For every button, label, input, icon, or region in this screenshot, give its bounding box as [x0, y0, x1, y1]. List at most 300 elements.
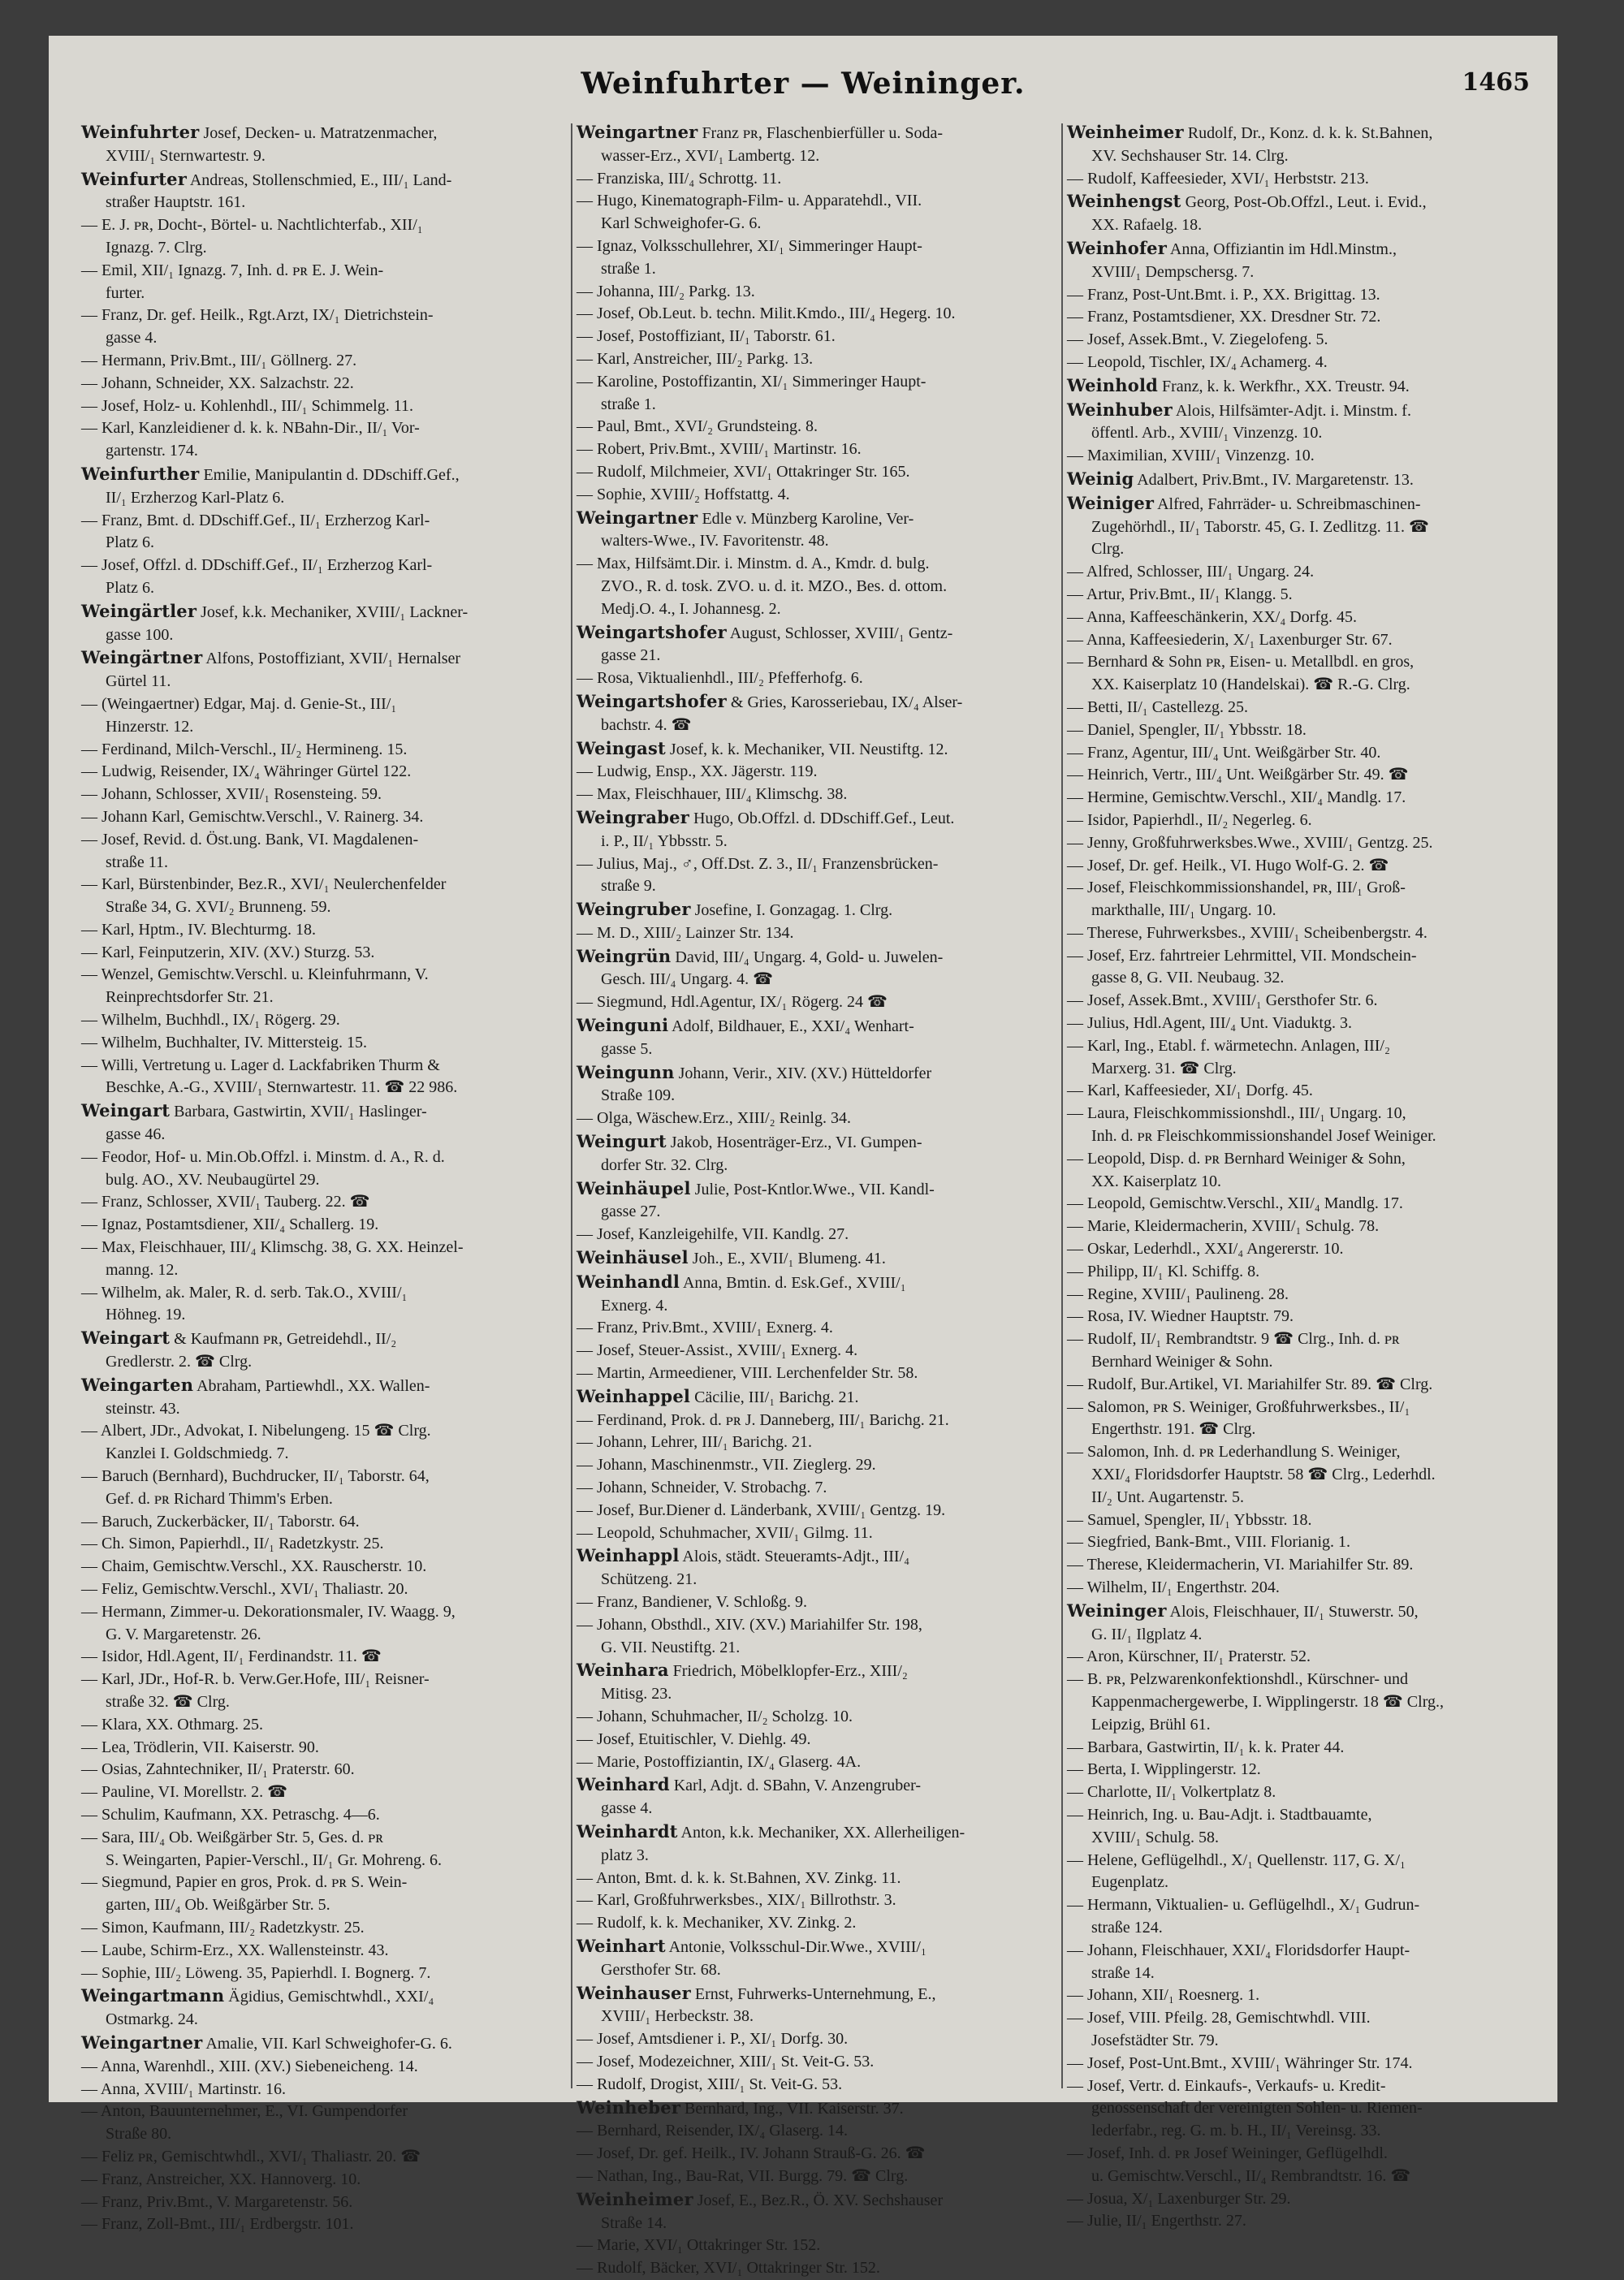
directory-line	[81, 1191, 565, 1214]
directory-line	[577, 2235, 1060, 2257]
entry-text: — Josef, Inh. d. ᴘʀ Josef Weininger, Geflügelhdl.	[1067, 2144, 1388, 2162]
entry-text: Hinzerstr. 12.	[106, 717, 194, 736]
directory-line	[81, 1646, 565, 1669]
entry-text: — Karl, Ing., Etabl. f. wärmetechn. Anlagen, III/₂	[1067, 1036, 1390, 1055]
entry-text: gartenstr. 174.	[106, 442, 198, 460]
entry-surname: Weinig	[1067, 468, 1134, 489]
column-divider	[571, 123, 572, 2088]
entry-text: — Sophie, XVIII/₂ Hoffstattg. 4.	[577, 485, 790, 503]
directory-line	[1067, 190, 1551, 214]
directory-line	[1067, 1374, 1551, 1397]
directory-line	[1067, 1080, 1551, 1103]
entry-text: straße 14.	[1091, 1963, 1155, 1982]
directory-line	[577, 1477, 1060, 1500]
directory-line	[577, 922, 1060, 945]
directory-line	[577, 1820, 1060, 1845]
entry-text: gasse 4.	[106, 329, 158, 348]
entry-text: Hugo, Ob.Offzl. d. DDschiff.Gef., Leut.	[689, 809, 955, 827]
directory-line	[1067, 1917, 1551, 1940]
directory-line	[1067, 1284, 1551, 1306]
directory-line	[1067, 1714, 1551, 1737]
entry-text: — Max, Fleischhauer, III/₄ Klimschg. 38, G. XX. Heinzel-	[81, 1238, 464, 1257]
directory-line	[1067, 374, 1551, 399]
directory-line	[81, 1351, 565, 1374]
entry-text: Johann, Verir., XIV. (XV.) Hütteldorfer	[674, 1064, 932, 1082]
entry-text: — Marie, Postoffiziantin, IX/₄ Glaserg. 4A.	[577, 1752, 862, 1771]
entry-text: Kappenmachergewerbe, I. Wipplingerstr. 18 ☎ Clrg.,	[1091, 1692, 1445, 1711]
entry-text: Josef, k.k. Mechaniker, XVIII/₁ Lackner-	[197, 602, 469, 621]
entry-text: Rudolf, Dr., Konz. d. k. k. St.Bahnen,	[1183, 124, 1433, 142]
directory-line	[577, 2188, 1060, 2213]
entry-surname: Weinhard	[577, 1774, 670, 1795]
directory-line	[81, 510, 565, 533]
entry-text: straße 124.	[1091, 1918, 1163, 1937]
entry-surname: Weinhuber	[1067, 399, 1173, 420]
directory-line	[577, 1155, 1060, 1177]
entry-text: — Josef, VIII. Pfeilg. 28, Gemischtwhdl. VIII.	[1067, 2009, 1371, 2027]
directory-line	[577, 1729, 1060, 1751]
directory-line	[577, 1614, 1060, 1637]
entry-text: XX. Kaiserplatz 10.	[1091, 1172, 1221, 1190]
directory-line	[577, 1798, 1060, 1820]
directory-line	[577, 326, 1060, 348]
directory-line	[1067, 2143, 1551, 2166]
entry-text: — Josef, Assek.Bmt., V. Ziegelofeng. 5.	[1067, 330, 1328, 349]
directory-line	[1067, 584, 1551, 607]
directory-line	[1067, 1894, 1551, 1917]
directory-line	[1067, 1464, 1551, 1487]
directory-line	[1067, 121, 1551, 145]
entry-surname: Weinheimer	[1067, 122, 1184, 142]
directory-line	[577, 258, 1060, 281]
directory-line	[81, 1304, 565, 1327]
directory-line	[1067, 922, 1551, 945]
directory-line	[577, 945, 1060, 969]
entry-text: Karl, Adjt. d. SBahn, V. Anzengruber-	[669, 1777, 922, 1795]
directory-line	[1067, 1193, 1551, 1216]
entry-text: — Franz, Schlosser, XVII/₁ Tauberg. 22. ☎	[81, 1193, 370, 1211]
entry-text: — Johanna, III/₂ Parkg. 13.	[577, 282, 755, 300]
entry-surname: Weingartner	[577, 507, 698, 528]
entry-text: Platz 6.	[106, 578, 154, 597]
entry-text: — Philipp, II/₁ Kl. Schiffg. 8.	[1067, 1262, 1260, 1280]
entry-text: gasse 100.	[106, 625, 174, 644]
entry-text: Andreas, Stollenschmied, E., III/₁ Land-	[186, 171, 452, 189]
directory-line	[1067, 1554, 1551, 1577]
directory-line	[81, 1032, 565, 1055]
entry-text: Engerthstr. 191. ☎ Clrg.	[1091, 1420, 1256, 1439]
entry-text: Alois, Fleischhauer, II/₁ Stuwerstr. 50,	[1166, 1602, 1419, 1621]
entry-surname: Weinhara	[577, 1660, 669, 1681]
directory-line	[577, 576, 1060, 598]
entry-text: — Ignaz, Postamtsdiener, XII/₄ Schallerg. 19.	[81, 1216, 379, 1234]
entry-text: Beschke, A.-G., XVIII/₁ Sternwartestr. 11. ☎ 22 986.	[106, 1078, 458, 1097]
entry-text: platz 3.	[601, 1846, 649, 1864]
entry-text: — Johann, Obsthdl., XIV. (XV.) Mariahilfer Str. 198,	[577, 1615, 922, 1634]
directory-line	[81, 1099, 565, 1124]
entry-text: — Therese, Kleidermacherin, VI. Mariahilfer Str. 89.	[1067, 1556, 1414, 1574]
directory-line	[81, 417, 565, 440]
directory-line	[1067, 445, 1551, 468]
directory-line	[81, 350, 565, 373]
entry-text: — E. J. ᴘʀ, Docht-, Börtel- u. Nachtlichterfab., XII/₁	[81, 216, 423, 235]
entry-text: Straße 80.	[106, 2125, 172, 2144]
directory-line	[577, 1039, 1060, 1061]
directory-line	[1067, 2097, 1551, 2120]
directory-line	[1067, 1487, 1551, 1509]
directory-line	[81, 237, 565, 260]
entry-text: — Johann, Fleischhauer, XXI/₄ Floridsdorfer Haupt-	[1067, 1941, 1410, 1959]
entry-text: David, III/₄ Ungarg. 4, Gold- u. Juwelen-	[671, 948, 944, 966]
entry-surname: Weinheber	[577, 2096, 681, 2118]
entry-text: August, Schlosser, XVIII/₁ Gentz-	[726, 624, 953, 642]
column-3	[1067, 121, 1551, 2230]
directory-line	[81, 2123, 565, 2146]
entry-text: Ägidius, Gemischtwhdl., XXI/₄	[224, 1988, 434, 2006]
directory-line	[1067, 1781, 1551, 1804]
directory-line	[81, 1759, 565, 1781]
entry-text: — Bernhard, Reisender, IX/₄ Glaserg. 14.	[577, 2122, 849, 2140]
entry-text: Karl Schweighofer-G. 6.	[601, 214, 762, 233]
directory-line	[577, 484, 1060, 507]
directory-line	[577, 969, 1060, 991]
entry-text: gasse 27.	[601, 1203, 661, 1221]
entry-text: — Karl, Kaffeesieder, XI/₁ Dorfg. 45.	[1067, 1082, 1313, 1100]
entry-text: Antonie, Volksschul-Dir.Wwe., XVIII/₁	[665, 1937, 926, 1956]
entry-text: Inh. d. ᴘʀ Fleischkommissionshandel Josef Weiniger.	[1091, 1127, 1436, 1146]
entry-text: garten, III/₄ Ob. Weißgärber Str. 5.	[106, 1896, 330, 1915]
directory-line	[81, 716, 565, 739]
directory-line	[1067, 1216, 1551, 1238]
entry-text: — Josef, Offzl. d. DDschiff.Gef., II/₁ Erzherzog Karl-	[81, 556, 433, 575]
directory-line	[577, 831, 1060, 853]
directory-line	[1067, 629, 1551, 652]
entry-text: — Betti, II/₁ Castellezg. 25.	[1067, 697, 1249, 716]
entry-text: — Johann, Schneider, V. Strobachg. 7.	[577, 1479, 827, 1497]
directory-line	[1067, 1577, 1551, 1600]
directory-line	[577, 281, 1060, 304]
entry-surname: Weingunn	[577, 1061, 675, 1082]
entry-surname: Weinhart	[577, 1935, 666, 1956]
column-divider	[1061, 123, 1063, 2088]
entry-text: Friedrich, Möbelklopfer-Erz., XIII/₂	[668, 1662, 908, 1681]
entry-text: Gürtel 11.	[106, 672, 171, 691]
directory-line	[81, 919, 565, 942]
entry-text: — Johann, Maschinenmstr., VII. Zieglerg. 29.	[577, 1456, 876, 1475]
directory-line	[577, 1317, 1060, 1340]
entry-text: — Baruch (Bernhard), Buchdrucker, II/₁ Taborstr. 64,	[81, 1467, 430, 1486]
entry-text: — Rudolf, Milchmeier, XVI/₁ Ottakringer Str. 165.	[577, 462, 910, 481]
entry-text: Straße 34, G. XVI/₂ Brunneng. 59.	[106, 898, 331, 917]
entry-text: Emilie, Manipulantin d. DDschiff.Gef.,	[199, 465, 460, 484]
entry-text: — Josef, Dr. gef. Heilk., IV. Johann Strauß-G. 26. ☎	[577, 2144, 926, 2163]
directory-line	[577, 1500, 1060, 1522]
entry-text: Josefstädter Str. 79.	[1091, 2031, 1219, 2049]
entry-surname: Weingast	[577, 737, 666, 758]
directory-line	[577, 394, 1060, 417]
directory-line	[577, 761, 1060, 784]
directory-line	[1067, 561, 1551, 584]
directory-line	[81, 987, 565, 1009]
entry-text: G. II/₁ Ilgplatz 4.	[1091, 1625, 1203, 1643]
entry-text: — Rudolf, Kaffeesieder, XVI/₁ Herbststr. 213.	[1067, 169, 1369, 188]
directory-line	[81, 1578, 565, 1601]
directory-line	[1067, 492, 1551, 516]
entry-text: straße 32. ☎ Clrg.	[106, 1692, 230, 1711]
entry-text: — Franz, Priv.Bmt., XVIII/₁ Exnerg. 4.	[577, 1319, 833, 1337]
directory-line	[577, 371, 1060, 394]
entry-text: XVIII/₁ Herbeckstr. 38.	[601, 2007, 754, 2026]
directory-line	[1067, 352, 1551, 374]
entry-text: — Salomon, Inh. d. ᴘʀ Lederhandlung S. Weiniger,	[1067, 1443, 1401, 1462]
directory-line	[577, 1637, 1060, 1660]
directory-line	[577, 898, 1060, 922]
entry-text: — Hermann, Viktualien- u. Geflügelhdl., X/₁ Gudrun-	[1067, 1896, 1420, 1915]
entry-text: — Artur, Priv.Bmt., II/₁ Klangg. 5.	[1067, 585, 1293, 603]
entry-text: — Paul, Bmt., XVI/₂ Grundsteing. 8.	[577, 417, 818, 436]
entry-text: — Franziska, III/₄ Schrottg. 11.	[577, 169, 782, 188]
directory-line	[81, 1737, 565, 1760]
entry-text: — Anton, Bauunternehmer, E., VI. Gumpendorfer	[81, 2102, 408, 2121]
directory-line	[1067, 900, 1551, 922]
directory-line	[1067, 306, 1551, 329]
directory-line	[81, 1374, 565, 1398]
directory-line	[577, 1845, 1060, 1868]
entry-text: öffentl. Arb., XVIII/₁ Vinzenzg. 10.	[1091, 424, 1323, 443]
directory-line	[1067, 2120, 1551, 2143]
entry-text: straßer Hauptstr. 161.	[106, 193, 246, 212]
directory-line	[81, 1624, 565, 1647]
entry-text: — Josef, Vertr. d. Einkaufs-, Verkaufs- u. Kredit-	[1067, 2076, 1386, 2095]
directory-line	[81, 1804, 565, 1827]
entry-text: — Franz, Dr. gef. Heilk., Rgt.Arzt, IX/₁ Dietrichstein-	[81, 306, 434, 325]
directory-line	[1067, 1940, 1551, 1963]
entry-text: Julie, Post-Kntlor.Wwe., VII. Kandl-	[690, 1180, 935, 1198]
entry-text: i. P., II/₁ Ybbsstr. 5.	[601, 831, 728, 850]
directory-line	[81, 487, 565, 510]
entry-surname: Weingartmann	[81, 1985, 225, 2006]
entry-text: straße 9.	[601, 877, 656, 896]
directory-line	[81, 304, 565, 327]
entry-text: — Salomon, ᴘʀ S. Weiniger, Großfuhrwerksbes., II/₁	[1067, 1397, 1410, 1416]
entry-surname: Weinhappel	[577, 1385, 691, 1406]
directory-line	[577, 1431, 1060, 1454]
directory-line	[1067, 422, 1551, 445]
directory-line	[577, 598, 1060, 621]
directory-line	[81, 874, 565, 896]
entry-text: — Marie, Kleidermacherin, XVIII/₁ Schulg. 78.	[1067, 1217, 1380, 1236]
directory-line	[81, 395, 565, 418]
directory-line	[577, 1659, 1060, 1683]
entry-surname: Weinfuhrter	[81, 122, 200, 142]
entry-text: markthalle, III/₁ Ungarg. 10.	[1091, 901, 1276, 920]
entry-text: gasse 21.	[601, 646, 661, 665]
directory-line	[1067, 787, 1551, 810]
directory-line	[1067, 1509, 1551, 1532]
directory-line	[1067, 1872, 1551, 1894]
directory-line	[577, 1385, 1060, 1410]
entry-text: — Barbara, Gastwirtin, II/₁ k. k. Prater 44.	[1067, 1738, 1345, 1756]
entry-text: — Hugo, Kinematograph-Film- u. Apparatehdl., VII.	[577, 192, 922, 210]
entry-text: — Oskar, Lederhdl., XXI/₄ Angererstr. 10.	[1067, 1240, 1344, 1259]
entry-text: — Josef, Kanzleigehilfe, VII. Kandlg. 27.	[577, 1225, 849, 1244]
directory-line	[1067, 832, 1551, 855]
directory-line	[577, 2028, 1060, 2051]
directory-line	[81, 2056, 565, 2079]
entry-text: — Karl, JDr., Hof-R. b. Verw.Ger.Hofe, III/₁ Reisner-	[81, 1670, 430, 1689]
entry-text: — Baruch, Zuckerbäcker, II/₁ Taborstr. 64.	[81, 1512, 360, 1531]
directory-line	[81, 1259, 565, 1282]
directory-line	[577, 1271, 1060, 1295]
entry-text: Straße 109.	[601, 1086, 676, 1105]
entry-text: — Bernhard & Sohn ᴘʀ, Eisen- u. Metallbdl. en gros,	[1067, 653, 1415, 671]
entry-text: XX. Rafaelg. 18.	[1091, 216, 1203, 235]
entry-text: — Emil, XII/₁ Ignazg. 7, Inh. d. ᴘʀ E. J. Wein-	[81, 261, 384, 279]
entry-surname: Weinhold	[1067, 374, 1159, 395]
directory-line	[577, 190, 1060, 213]
entry-surname: Weingärtner	[81, 647, 203, 668]
entry-text: ZVO., R. d. tosk. ZVO. u. d. it. MZO., Bes. d. ottom.	[601, 576, 948, 595]
entry-text: — Julius, Maj., ♂, Off.Dst. Z. 3., II/₁ Franzensbrücken-	[577, 854, 939, 873]
entry-text: straße 11.	[106, 853, 169, 871]
entry-text: Josef, E., Bez.R., Ö. XV. Sechshauser	[693, 2191, 944, 2209]
entry-text: Cäcilie, III/₁ Barichg. 21.	[690, 1388, 859, 1406]
directory-line	[1067, 1850, 1551, 1872]
entry-text: Mitisg. 23.	[601, 1685, 672, 1704]
entry-text: — Rosa, Viktualienhdl., III/₂ Pfefferhofg. 6.	[577, 669, 863, 688]
directory-line	[577, 235, 1060, 258]
directory-line	[577, 1340, 1060, 1362]
entry-surname: Weiniger	[1067, 492, 1155, 513]
directory-line	[577, 507, 1060, 531]
directory-line	[1067, 967, 1551, 990]
entry-text: — Franz, Postamtsdiener, XX. Dresdner Str. 72.	[1067, 308, 1381, 326]
entry-text: — Karl, Bürstenbinder, Bez.R., XVI/₁ Neulerchenfelder	[81, 875, 447, 894]
entry-text: G. VII. Neustiftg. 21.	[601, 1638, 741, 1656]
entry-surname: Weinhofer	[1067, 237, 1168, 258]
entry-text: Medj.O. 4., I. Johannesg. 2.	[601, 599, 781, 618]
directory-line	[1067, 468, 1551, 492]
entry-text: — Johann Karl, Gemischtw.Verschl., V. Rainerg. 34.	[81, 807, 424, 826]
directory-line	[81, 1533, 565, 1556]
entry-surname: Weinguni	[577, 1015, 669, 1036]
entry-text: — Max, Fleischhauer, III/₄ Klimschg. 38.	[577, 785, 848, 804]
entry-text: — Franz, Priv.Bmt., V. Margaretenstr. 56.	[81, 2192, 353, 2211]
entry-text: bulg. AO., XV. Neubaugürtel 29.	[106, 1170, 320, 1189]
entry-text: — Siegfried, Bank-Bmt., VIII. Florianig. 1.	[1067, 1533, 1351, 1552]
directory-line	[81, 577, 565, 600]
directory-line	[1067, 1397, 1551, 1419]
entry-text: — Johann, Schuhmacher, II/₂ Scholzg. 10.	[577, 1707, 853, 1725]
entry-text: & Kaufmann ᴘʀ, Getreidehdl., II/₂	[170, 1330, 397, 1349]
entry-text: — (Weingaertner) Edgar, Maj. d. Genie-St., III/₁	[81, 694, 397, 713]
directory-line	[81, 1169, 565, 1192]
directory-line	[81, 1146, 565, 1169]
entry-text: Gesch. III/₄ Ungarg. 4. ☎	[601, 970, 774, 989]
entry-text: & Gries, Karosseriebau, IX/₄ Alser-	[726, 693, 963, 711]
entry-text: — Josef, Dr. gef. Heilk., VI. Hugo Wolf-G. 2. ☎	[1067, 856, 1389, 874]
entry-text: — Ludwig, Ensp., XX. Jägerstr. 119.	[577, 762, 818, 781]
entry-text: Adalbert, Priv.Bmt., IV. Margaretenstr. 13.	[1134, 470, 1414, 489]
entry-text: — Leopold, Tischler, IX/₄ Achamerg. 4.	[1067, 352, 1328, 371]
entry-surname: Weingärtler	[81, 600, 197, 621]
directory-line	[577, 1061, 1060, 1086]
entry-text: — Ferdinand, Milch-Verschl., II/₂ Hermineng. 15.	[81, 740, 408, 758]
directory-line	[577, 1177, 1060, 1202]
directory-line	[81, 192, 565, 214]
entry-text: — Julius, Hdl.Agent, III/₄ Unt. Viaduktg. 3.	[1067, 1014, 1352, 1033]
entry-text: — Nathan, Ing., Bau-Rat, VII. Burgg. 79. ☎ Clrg.	[577, 2166, 909, 2185]
entry-text: Platz 6.	[106, 533, 154, 552]
directory-line	[81, 1282, 565, 1305]
directory-line	[81, 942, 565, 965]
entry-text: Franz ᴘʀ, Flaschenbierfüller u. Soda-	[698, 124, 944, 142]
entry-surname: Weinhäupel	[577, 1177, 691, 1198]
entry-text: gasse 8, G. VII. Neubaug. 32.	[1091, 969, 1285, 987]
directory-line	[1067, 2007, 1551, 2030]
directory-line	[1067, 538, 1551, 561]
entry-text: — Ferdinand, Prok. d. ᴘʀ J. Danneberg, III/₁ Barichg. 21.	[577, 1410, 949, 1429]
entry-text: u. Gemischtw.Verschl., II/₄ Rembrandtstr. 16. ☎	[1091, 2166, 1411, 2185]
directory-line	[577, 806, 1060, 831]
directory-line	[577, 2096, 1060, 2121]
directory-line	[81, 1077, 565, 1099]
directory-line	[577, 1569, 1060, 1591]
directory-line	[81, 2146, 565, 2169]
directory-line	[81, 784, 565, 806]
directory-line	[81, 1124, 565, 1146]
directory-line	[81, 739, 565, 762]
entry-text: — Schulim, Kaufmann, XX. Petraschg. 4—6.	[81, 1805, 380, 1824]
directory-line	[1067, 1351, 1551, 1374]
directory-line	[577, 2166, 1060, 2188]
directory-line	[1067, 2030, 1551, 2053]
entry-text: Gersthofer Str. 68.	[601, 1960, 721, 1979]
directory-line	[81, 145, 565, 168]
directory-line	[577, 621, 1060, 646]
entry-text: — Josef, Steuer-Assist., XVIII/₁ Exnerg. 4.	[577, 1341, 858, 1360]
directory-line	[577, 2213, 1060, 2235]
directory-line	[1067, 1035, 1551, 1058]
directory-line	[1067, 2075, 1551, 2098]
entry-text: Straße 14.	[601, 2213, 667, 2232]
entry-text: — B. ᴘʀ, Pelzwarenkonfektionshdl., Kürschner- und	[1067, 1670, 1409, 1689]
entry-surname: Weinhäusel	[577, 1247, 689, 1268]
directory-line	[577, 1085, 1060, 1108]
entry-text: XV. Sechshauser Str. 14. Clrg.	[1091, 146, 1289, 165]
entry-text: — Heinrich, Ing. u. Bau-Adjt. i. Stadtbauamte,	[1067, 1805, 1372, 1824]
directory-line	[577, 1751, 1060, 1774]
directory-line	[1067, 1125, 1551, 1148]
entry-text: furter.	[106, 283, 145, 302]
directory-line	[81, 2032, 565, 2056]
entry-surname: Weinfurter	[81, 168, 187, 189]
entry-text: Kanzlei I. Goldschmiedg. 7.	[106, 1444, 289, 1463]
entry-text: — Josef, Assek.Bmt., XVIII/₁ Gersthofer Str. 6.	[1067, 991, 1378, 1010]
entry-text: — Feliz ᴘʀ, Gemischtwhdl., XVI/₁ Thaliastr. 20. ☎	[81, 2147, 421, 2166]
directory-line	[577, 1935, 1060, 1959]
entry-text: Gredlerstr. 2. ☎ Clrg.	[106, 1353, 253, 1371]
directory-line	[577, 2257, 1060, 2280]
directory-line	[577, 1362, 1060, 1385]
directory-line	[577, 1108, 1060, 1130]
entry-surname: Weingraber	[577, 806, 689, 827]
entry-text: lederfabr., reg. G. m. b. H., II/₁ Vereinsg. 33.	[1091, 2122, 1381, 2140]
directory-line	[81, 214, 565, 237]
entry-surname: Weingart	[81, 1100, 171, 1121]
directory-line	[1067, 1624, 1551, 1647]
entry-surname: Weinhardt	[577, 1820, 678, 1842]
